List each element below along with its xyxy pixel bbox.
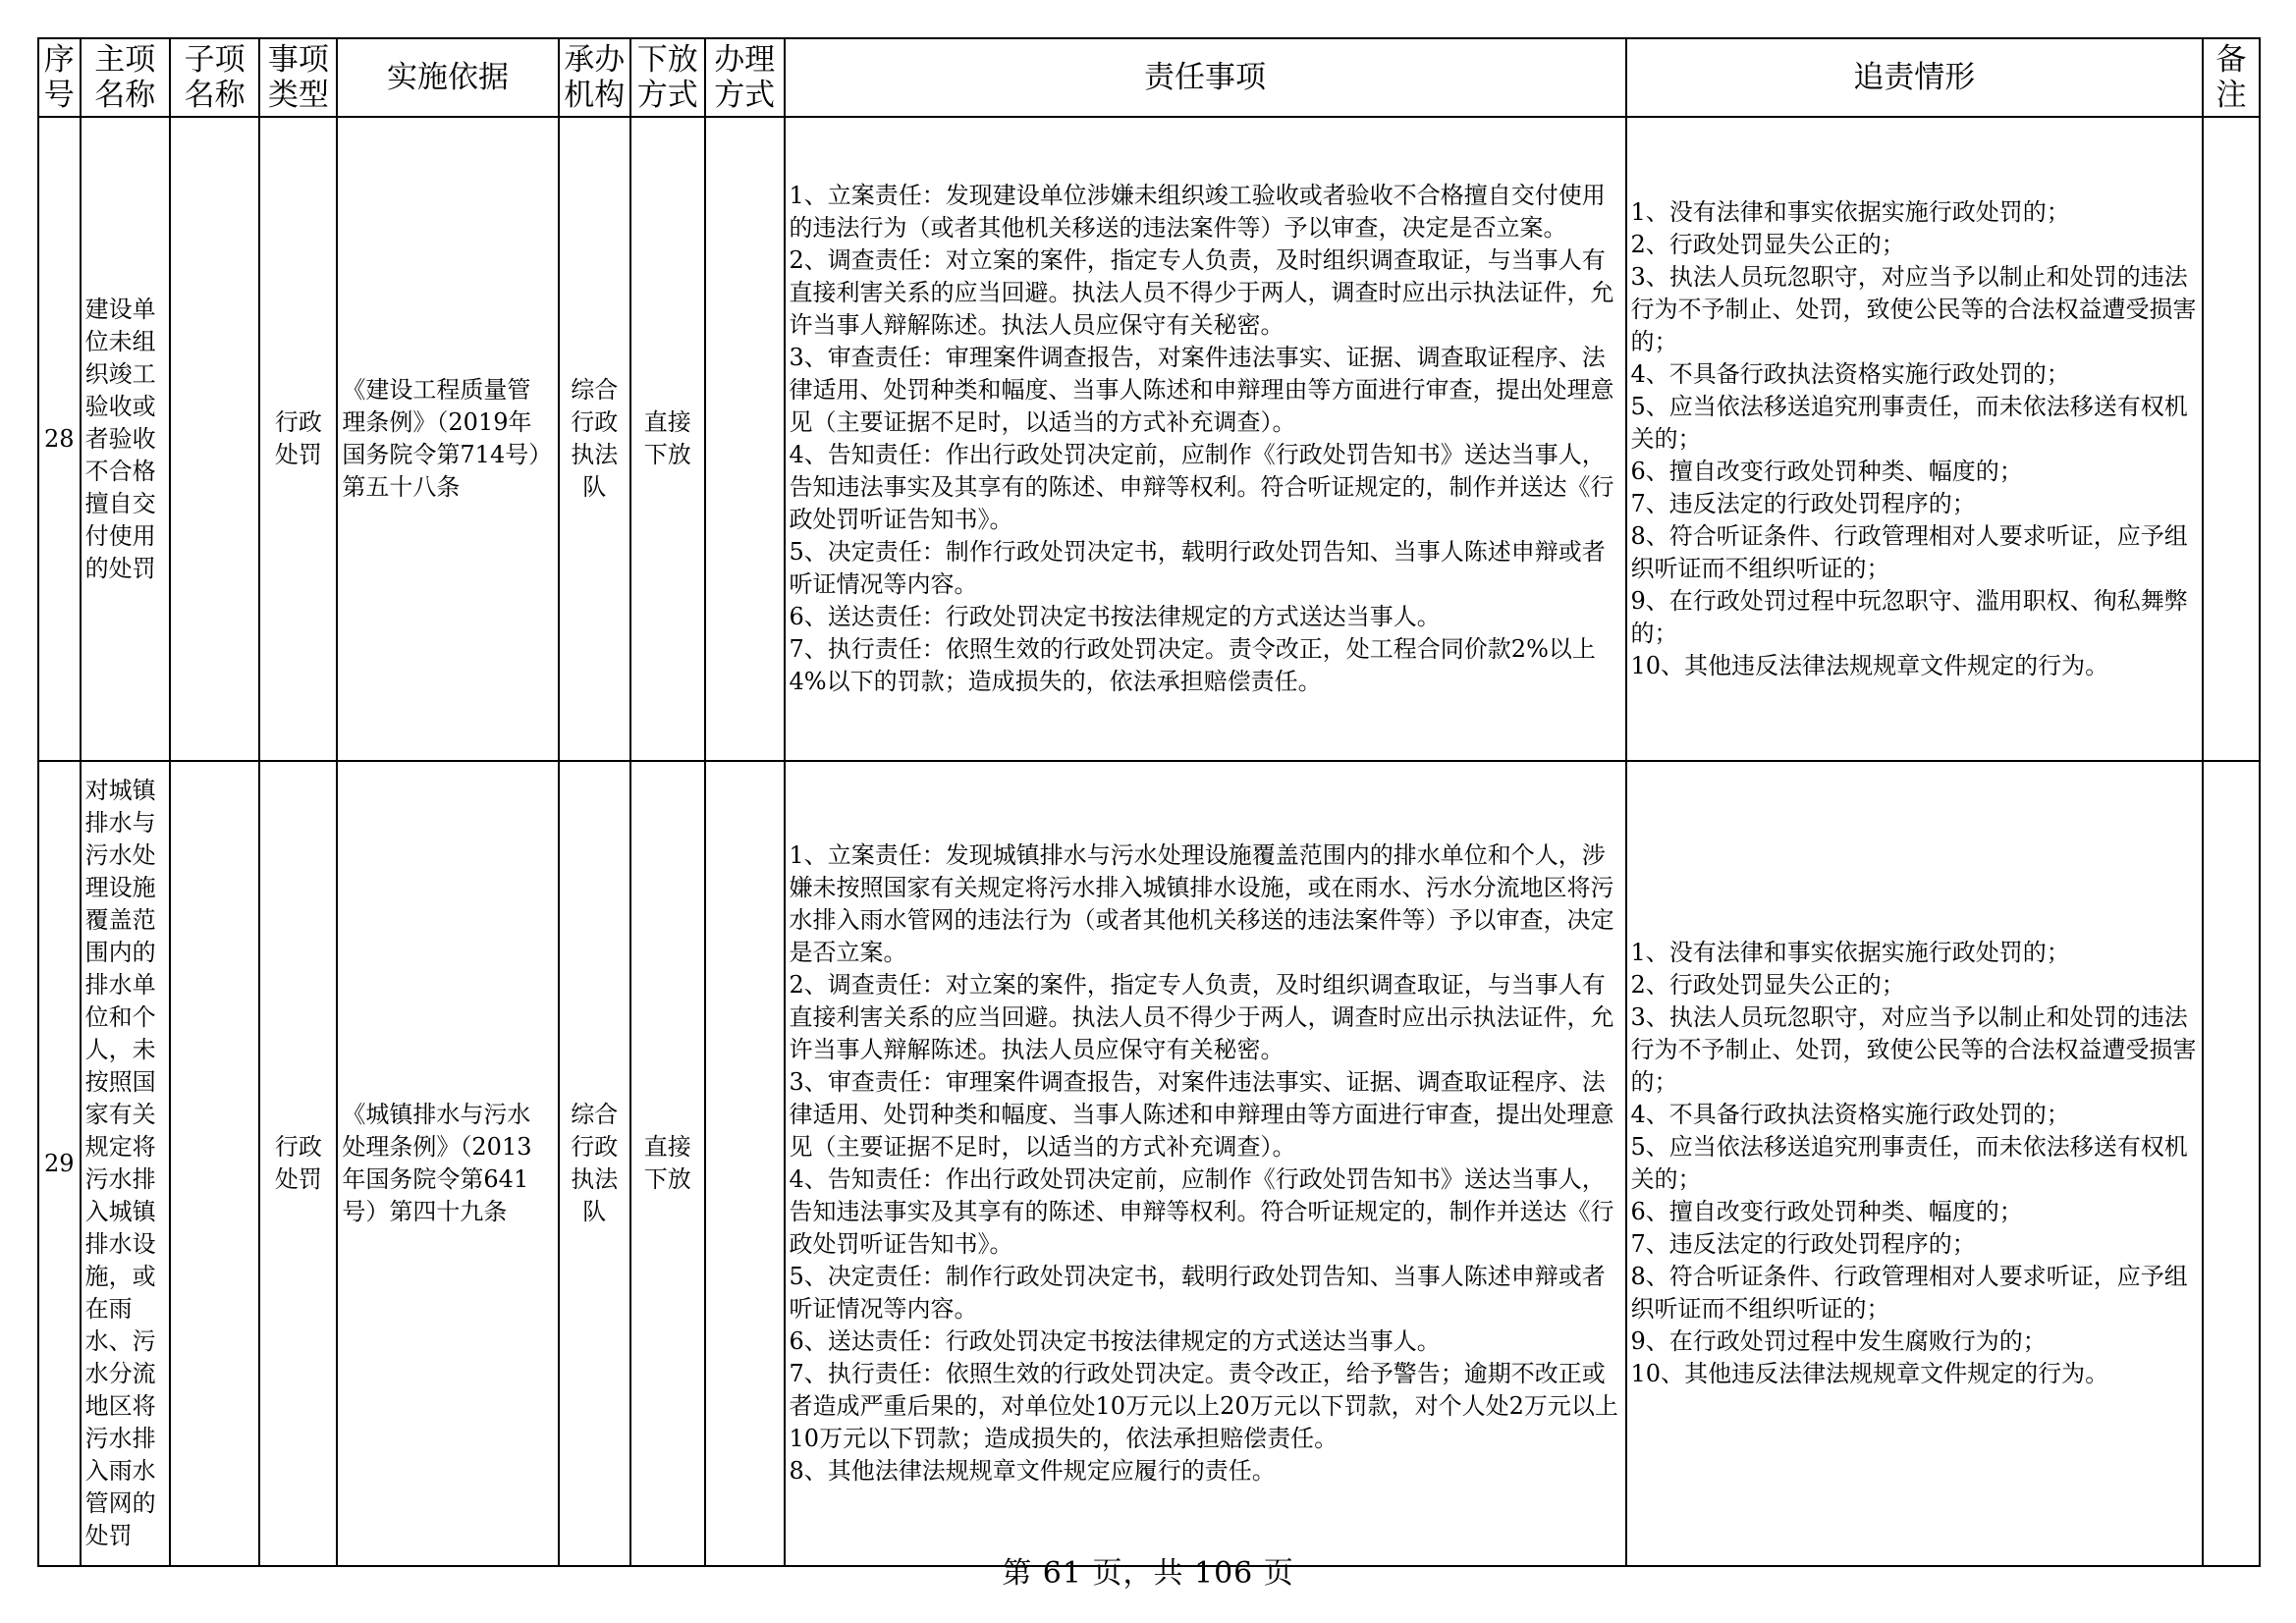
duty-item: 7、执行责任：依照生效的行政处罚决定。责令改正，处工程合同价款2%以上4%以下的罚款；造成损失的，依法承担赔偿责任。 — [789, 635, 1596, 695]
accountability-item: 3、执法人员玩忽职守，对应当予以制止和处罚的违法行为不予制止、处罚，致使公民等的合法权益遭受损害的； — [1630, 1003, 2197, 1096]
duty-item: 6、送达责任：行政处罚决定书按法律规定的方式送达当事人。 — [789, 603, 1441, 630]
duty-item: 1、立案责任：发现建设单位涉嫌未组织竣工验收或者验收不合格擅自交付使用的违法行为（或者其他机关移送的违法案件等）予以审查，决定是否立案。 — [789, 182, 1606, 242]
header-seq: 序号 — [38, 38, 81, 117]
row-seq: 29 — [38, 761, 81, 1566]
header-remark: 备注 — [2203, 38, 2260, 117]
row-agency: 综合行政执法队 — [559, 117, 630, 761]
row-basis: 《城镇排水与污水处理条例》（2013年国务院令第641号）第四十九条 — [337, 761, 558, 1566]
row-basis: 《建设工程质量管理条例》（2019年国务院令第714号）第五十八条 — [337, 117, 558, 761]
header-accountability: 追责情形 — [1626, 38, 2204, 117]
document-sheet — [37, 37, 2261, 1567]
header-basis: 实施依据 — [337, 38, 558, 117]
row-accountability — [1626, 761, 2204, 1566]
accountability-item: 10、其他违反法律法规规章文件规定的行为。 — [1630, 1360, 2109, 1387]
page-number-footer: 第 61 页，共 106 页 — [1002, 1556, 1294, 1591]
responsibility-table — [37, 37, 2261, 1567]
duty-item: 8、其他法律法规规章文件规定应履行的责任。 — [789, 1457, 1276, 1485]
header-agency: 承办机构 — [559, 38, 630, 117]
row-delegation: 直接下放 — [630, 761, 705, 1566]
header-main-item: 主项名称 — [81, 38, 170, 117]
row-remark — [2203, 761, 2260, 1566]
accountability-item: 3、执法人员玩忽职守，对应当予以制止和处罚的违法行为不予制止、处罚，致使公民等的合法权益遭受损害的； — [1630, 262, 2197, 355]
row-duties — [785, 761, 1626, 1566]
row-handling — [705, 761, 785, 1566]
duty-item: 6、送达责任：行政处罚决定书按法律规定的方式送达当事人。 — [789, 1327, 1441, 1355]
accountability-item: 6、擅自改变行政处罚种类、幅度的； — [1630, 457, 2023, 485]
row-type: 行政处罚 — [259, 761, 337, 1566]
accountability-item: 1、没有法律和事实依据实施行政处罚的； — [1630, 197, 2070, 226]
table-row — [38, 117, 2260, 761]
row-main-item: 建设单位未组织竣工验收或者验收不合格擅自交付使用的处罚 — [81, 117, 170, 761]
accountability-item: 5、应当依法移送追究刑事责任，而未依法移送有权机关的； — [1630, 1133, 2188, 1193]
accountability-item: 2、行政处罚显失公正的； — [1630, 971, 1905, 999]
accountability-item: 9、在行政处罚过程中发生腐败行为的； — [1630, 1327, 2047, 1355]
accountability-item: 8、符合听证条件、行政管理相对人要求听证，应予组织听证而不组织听证的； — [1630, 1263, 2188, 1323]
row-type: 行政处罚 — [259, 117, 337, 761]
accountability-item: 6、擅自改变行政处罚种类、幅度的； — [1630, 1198, 2023, 1225]
duty-item: 4、告知责任：作出行政处罚决定前，应制作《行政处罚告知书》送达当事人，告知违法事实及其享有的陈述、申辩等权利。符合听证规定的，制作并送达《行政处罚听证告知书》。 — [789, 1165, 1614, 1258]
accountability-item: 9、在行政处罚过程中玩忽职守、滥用职权、徇私舞弊的； — [1630, 586, 2188, 647]
accountability-item: 4、不具备行政执法资格实施行政处罚的； — [1630, 1101, 2070, 1128]
duty-item: 7、执行责任：依照生效的行政处罚决定。责令改正，给予警告；逾期不改正或者造成严重后果的，对单位处10万元以上20万元以下罚款，对个人处2万元以上10万元以下罚款；造成损失的，依法承担赔偿责任。 — [789, 1360, 1618, 1452]
row-accountability — [1626, 117, 2204, 761]
table-row — [38, 761, 2260, 1566]
row-sub-item — [170, 117, 259, 761]
duty-item: 2、调查责任：对立案的案件，指定专人负责，及时组织调查取证，与当事人有直接利害关系的应当回避。执法人员不得少于两人，调查时应出示执法证件，允许当事人辩解陈述。执法人员应保守有关秘密。 — [789, 246, 1614, 339]
header-delegation: 下放方式 — [630, 38, 705, 117]
row-handling — [705, 117, 785, 761]
duty-item: 3、审查责任：审理案件调查报告，对案件违法事实、证据、调查取证程序、法律适用、处罚种类和幅度、当事人陈述和申辩理由等方面进行审查，提出处理意见（主要证据不足时，以适当的方式补充调查）。 — [789, 344, 1614, 436]
row-sub-item — [170, 761, 259, 1566]
accountability-item: 5、应当依法移送追究刑事责任，而未依法移送有权机关的； — [1630, 392, 2188, 453]
accountability-item: 7、违反法定的行政处罚程序的； — [1630, 1230, 1976, 1258]
header-row — [38, 38, 2260, 117]
header-type: 事项类型 — [259, 38, 337, 117]
duty-item: 2、调查责任：对立案的案件，指定专人负责，及时组织调查取证，与当事人有直接利害关系的应当回避。执法人员不得少于两人，调查时应出示执法证件，允许当事人辩解陈述。执法人员应保守有关秘密。 — [789, 971, 1614, 1063]
row-delegation: 直接下放 — [630, 117, 705, 761]
accountability-item: 1、没有法律和事实依据实施行政处罚的； — [1630, 939, 2070, 966]
duty-item: 5、决定责任：制作行政处罚决定书，载明行政处罚告知、当事人陈述申辩或者听证情况等内容。 — [789, 538, 1606, 598]
row-main-item: 对城镇排水与污水处理设施覆盖范围内的排水单位和个人，未按照国家有关规定将污水排入城镇排水设施，或在雨水、污水分流地区将污水排入雨水管网的处罚 — [81, 761, 170, 1566]
duty-item: 1、立案责任：发现城镇排水与污水处理设施覆盖范围内的排水单位和个人，涉嫌未按照国家有关规定将污水排入城镇排水设施，或在雨水、污水分流地区将污水排入雨水管网的违法行为（或者其他机关移送的违法案件等）予以审查，决定是否立案。 — [789, 841, 1614, 966]
accountability-item: 7、违反法定的行政处罚程序的； — [1630, 489, 1976, 517]
row-seq: 28 — [38, 117, 81, 761]
header-sub-item: 子项名称 — [170, 38, 259, 117]
header-handling: 办理方式 — [705, 38, 785, 117]
duty-item: 4、告知责任：作出行政处罚决定前，应制作《行政处罚告知书》送达当事人，告知违法事实及其享有的陈述、申辩等权利。符合听证规定的，制作并送达《行政处罚听证告知书》。 — [789, 441, 1614, 533]
row-duties — [785, 117, 1626, 761]
duty-item: 5、决定责任：制作行政处罚决定书，载明行政处罚告知、当事人陈述申辩或者听证情况等内容。 — [789, 1263, 1606, 1323]
row-agency: 综合行政执法队 — [559, 761, 630, 1566]
row-remark — [2203, 117, 2260, 761]
accountability-item: 2、行政处罚显失公正的； — [1630, 230, 1905, 258]
accountability-item: 4、不具备行政执法资格实施行政处罚的； — [1630, 359, 2070, 388]
duty-item: 3、审查责任：审理案件调查报告，对案件违法事实、证据、调查取证程序、法律适用、处罚种类和幅度、当事人陈述和申辩理由等方面进行审查，提出处理意见（主要证据不足时，以适当的方式补充调查）。 — [789, 1068, 1614, 1161]
header-duties: 责任事项 — [785, 38, 1626, 117]
accountability-item: 10、其他违反法律法规规章文件规定的行为。 — [1630, 651, 2109, 679]
accountability-item: 8、符合听证条件、行政管理相对人要求听证，应予组织听证而不组织听证的； — [1630, 521, 2188, 582]
